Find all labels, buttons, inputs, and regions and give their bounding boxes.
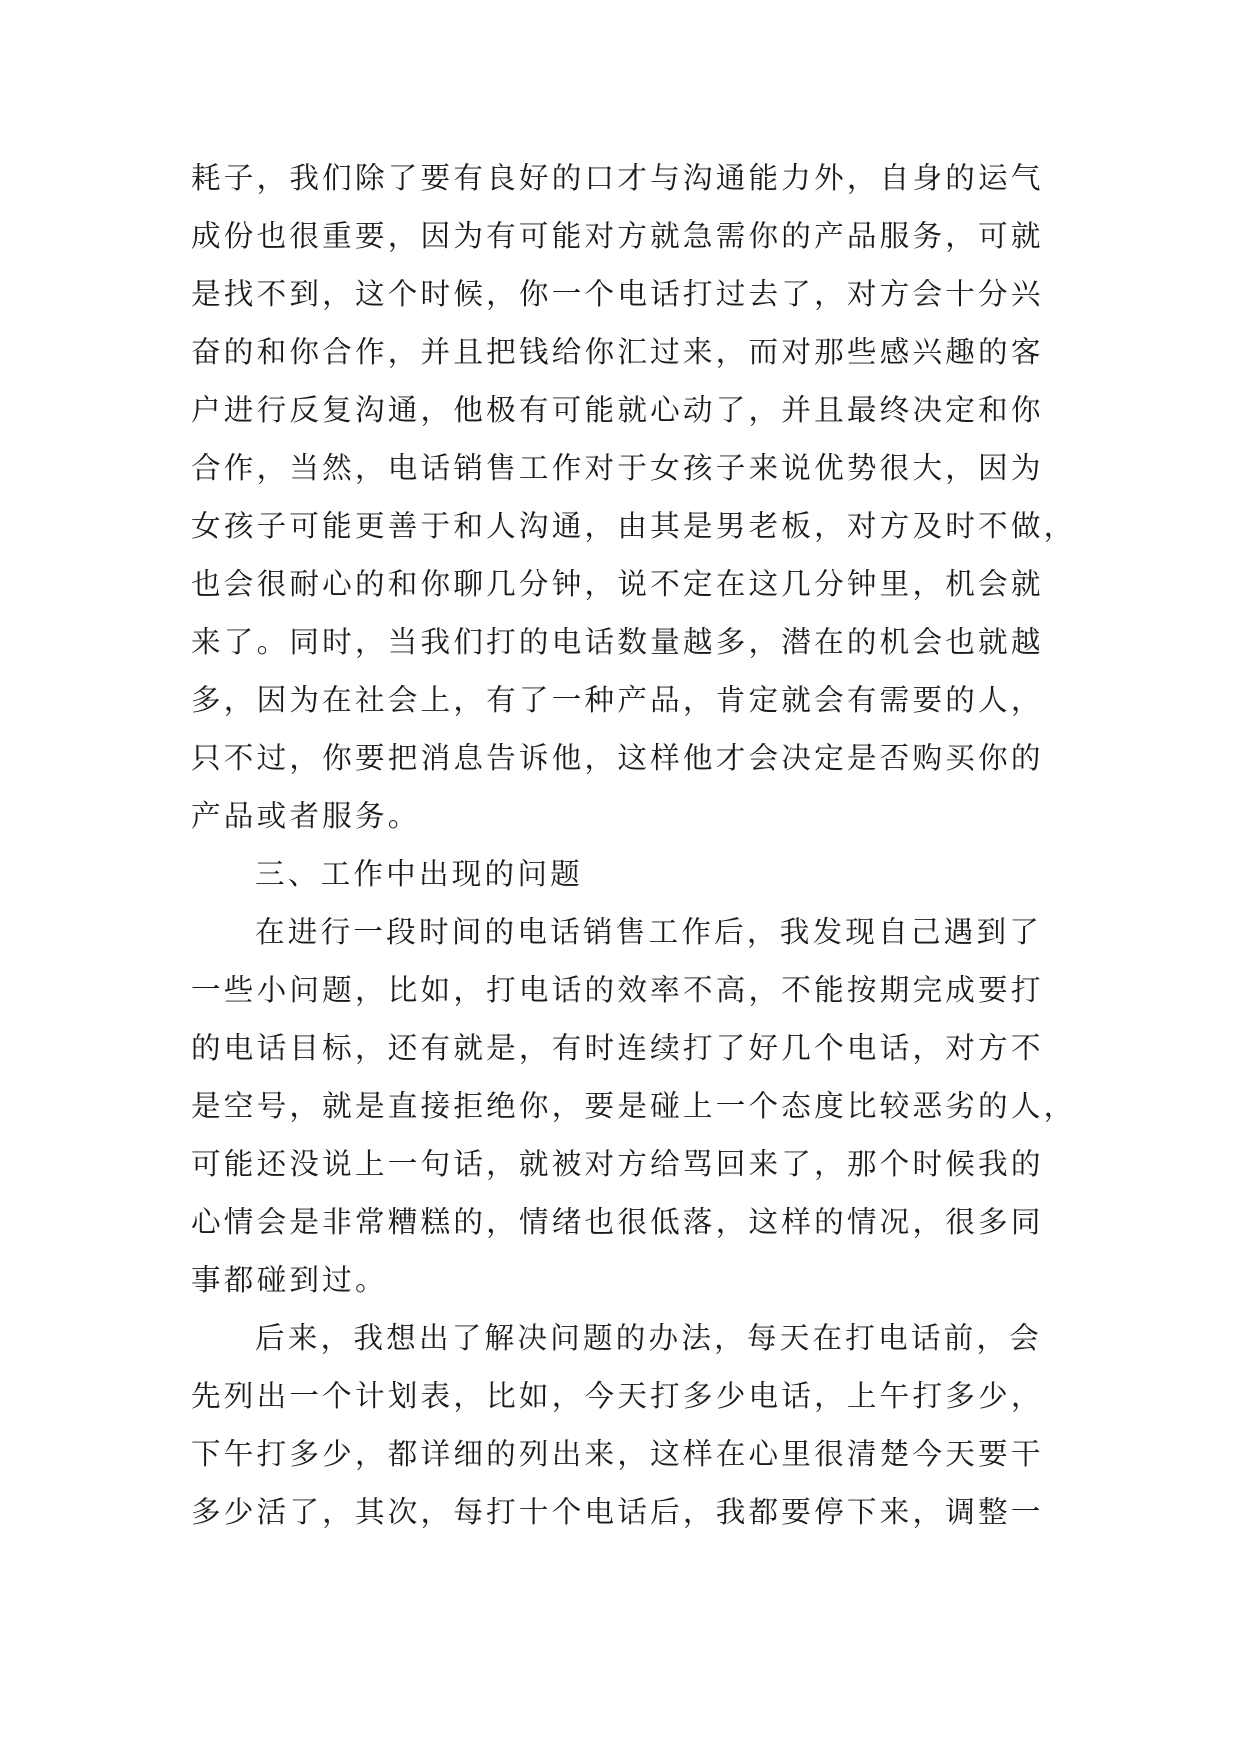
text-line: 心情会是非常糟糕的，情绪也很低落，这样的情况，很多同 xyxy=(191,1205,1044,1239)
text-line: 多，因为在社会上，有了一种产品，肯定就会有需要的人， xyxy=(191,683,1044,717)
text-line: 来了。同时，当我们打的电话数量越多，潜在的机会也就越 xyxy=(191,625,1044,659)
text-line: 可能还没说上一句话，就被对方给骂回来了，那个时候我的 xyxy=(191,1147,1044,1181)
text-line: 事都碰到过。 xyxy=(191,1263,388,1297)
text-line: 的电话目标，还有就是，有时连续打了好几个电话，对方不 xyxy=(191,1031,1044,1065)
text-line: 户进行反复沟通，他极有可能就心动了，并且最终决定和你 xyxy=(191,393,1044,427)
text-line: 耗子，我们除了要有良好的口才与沟通能力外，自身的运气 xyxy=(191,161,1044,195)
text-line: 女孩子可能更善于和人沟通，由其是男老板，对方及时不做， xyxy=(191,509,1077,543)
text-line: 产品或者服务。 xyxy=(191,799,421,833)
text-line: 成份也很重要，因为有可能对方就急需你的产品服务，可就 xyxy=(191,219,1044,253)
text-line: 只不过，你要把消息告诉他，这样他才会决定是否购买你的 xyxy=(191,741,1044,775)
text-line: 下午打多少，都详细的列出来，这样在心里很清楚今天要干 xyxy=(191,1437,1044,1471)
text-line: 在进行一段时间的电话销售工作后，我发现自己遇到了 xyxy=(255,915,1043,949)
section-heading: 三、工作中出现的问题 xyxy=(255,857,583,891)
text-line: 多少活了，其次，每打十个电话后，我都要停下来，调整一 xyxy=(191,1495,1044,1529)
text-line: 也会很耐心的和你聊几分钟，说不定在这几分钟里，机会就 xyxy=(191,567,1044,601)
text-line: 是空号，就是直接拒绝你，要是碰上一个态度比较恶劣的人， xyxy=(191,1089,1077,1123)
text-line: 奋的和你合作，并且把钱给你汇过来，而对那些感兴趣的客 xyxy=(191,335,1044,369)
text-line: 后来，我想出了解决问题的办法，每天在打电话前，会 xyxy=(255,1321,1043,1355)
text-line: 一些小问题，比如，打电话的效率不高，不能按期完成要打 xyxy=(191,973,1044,1007)
text-line: 是找不到，这个时候，你一个电话打过去了，对方会十分兴 xyxy=(191,277,1044,311)
text-line: 合作，当然，电话销售工作对于女孩子来说优势很大，因为 xyxy=(191,451,1044,485)
text-line: 先列出一个计划表，比如，今天打多少电话，上午打多少， xyxy=(191,1379,1044,1413)
